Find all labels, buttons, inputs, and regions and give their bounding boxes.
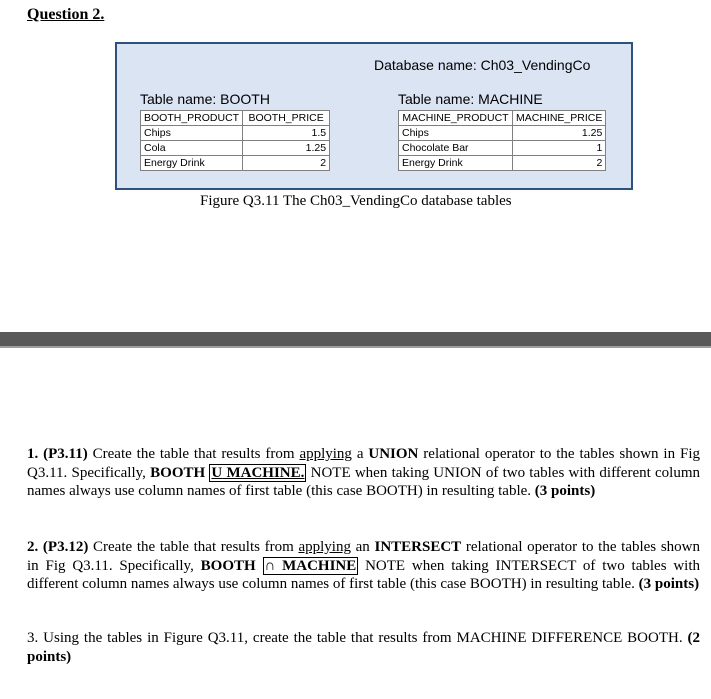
table-cell: 1 [513, 141, 606, 156]
question-title: Question 2. [27, 6, 105, 23]
union-symbol: U [211, 464, 223, 481]
booth-table-name: Table name: BOOTH [140, 91, 270, 107]
question-text: relational operator to the tables shown in Fig Q3.11. Specifically, [27, 446, 700, 481]
question-text: an [350, 539, 375, 555]
table-row [399, 126, 606, 141]
points-label: (3 points) [534, 483, 596, 499]
question-text: Create the table that results from [88, 539, 299, 555]
question-1 [27, 445, 700, 501]
table-cell: Chips [399, 126, 513, 141]
table-cell: 1.5 [243, 126, 330, 141]
question-number: 2. (P3.12) [27, 539, 89, 555]
table-header-row [399, 111, 606, 126]
table-cell: 2 [513, 156, 606, 171]
table-cell: Chips [141, 126, 243, 141]
question-text: NOTE when taking INTERSECT of two tables with different column names always use column names of first table (this case BOOTH) in resulting table. [27, 557, 701, 592]
union-expression [209, 464, 306, 482]
table-row [141, 141, 330, 156]
booth-keyword: BOOTH [200, 557, 256, 574]
operator-name: INTERSECT [374, 539, 462, 555]
question-text: Create the table that results from [87, 446, 300, 462]
table-cell: 2 [243, 156, 330, 171]
machine-keyword: MACHINE [282, 557, 357, 574]
column-header: MACHINE_PRODUCT [399, 111, 513, 126]
page-divider [0, 332, 711, 346]
question-number: 1. (P3.11) [27, 446, 88, 462]
table-cell: Chocolate Bar [399, 141, 513, 156]
table-cell: Energy Drink [399, 156, 513, 171]
points-label: (3 points) [638, 576, 700, 592]
question-text: NOTE when taking UNION of two tables with different column names always use column names of first table (this case BOOTH) in resulting table. [27, 464, 701, 499]
table-cell: Energy Drink [141, 156, 243, 171]
table-cell: 1.25 [513, 126, 606, 141]
operator-name: UNION [368, 446, 419, 462]
booth-table [140, 110, 330, 171]
table-cell: 1.25 [243, 141, 330, 156]
database-name: Database name: Ch03_VendingCo [374, 57, 591, 73]
figure-caption: Figure Q3.11 The Ch03_VendingCo database tables [200, 193, 512, 209]
database-figure [115, 42, 633, 190]
booth-keyword: BOOTH [150, 464, 206, 481]
intersect-symbol: ∩ [264, 557, 276, 574]
machine-table [398, 110, 606, 171]
question-3 [27, 629, 700, 666]
column-header: BOOTH_PRICE [243, 111, 330, 126]
table-cell: Cola [141, 141, 243, 156]
machine-table-name: Table name: MACHINE [398, 91, 543, 107]
question-2 [27, 538, 700, 594]
table-row [399, 156, 606, 171]
table-row [141, 126, 330, 141]
points-label: (2 points) [27, 630, 700, 665]
question-text: a [351, 446, 369, 462]
machine-keyword: MACHINE. [226, 464, 305, 481]
question-text: applying [298, 539, 351, 555]
table-row [399, 141, 606, 156]
table-row [141, 156, 330, 171]
intersect-expression [263, 557, 359, 575]
column-header: BOOTH_PRODUCT [141, 111, 243, 126]
question-text: relational operator to the tables shown in Fig Q3.11. Specifically, [27, 539, 700, 574]
question-text: applying [299, 446, 352, 462]
page-divider-shadow [0, 346, 711, 348]
question-text: 3. Using the tables in Figure Q3.11, create the table that results from MACHINE DIFFERENCE BOOTH. [27, 630, 688, 646]
column-header: MACHINE_PRICE [513, 111, 606, 126]
table-header-row [141, 111, 330, 126]
